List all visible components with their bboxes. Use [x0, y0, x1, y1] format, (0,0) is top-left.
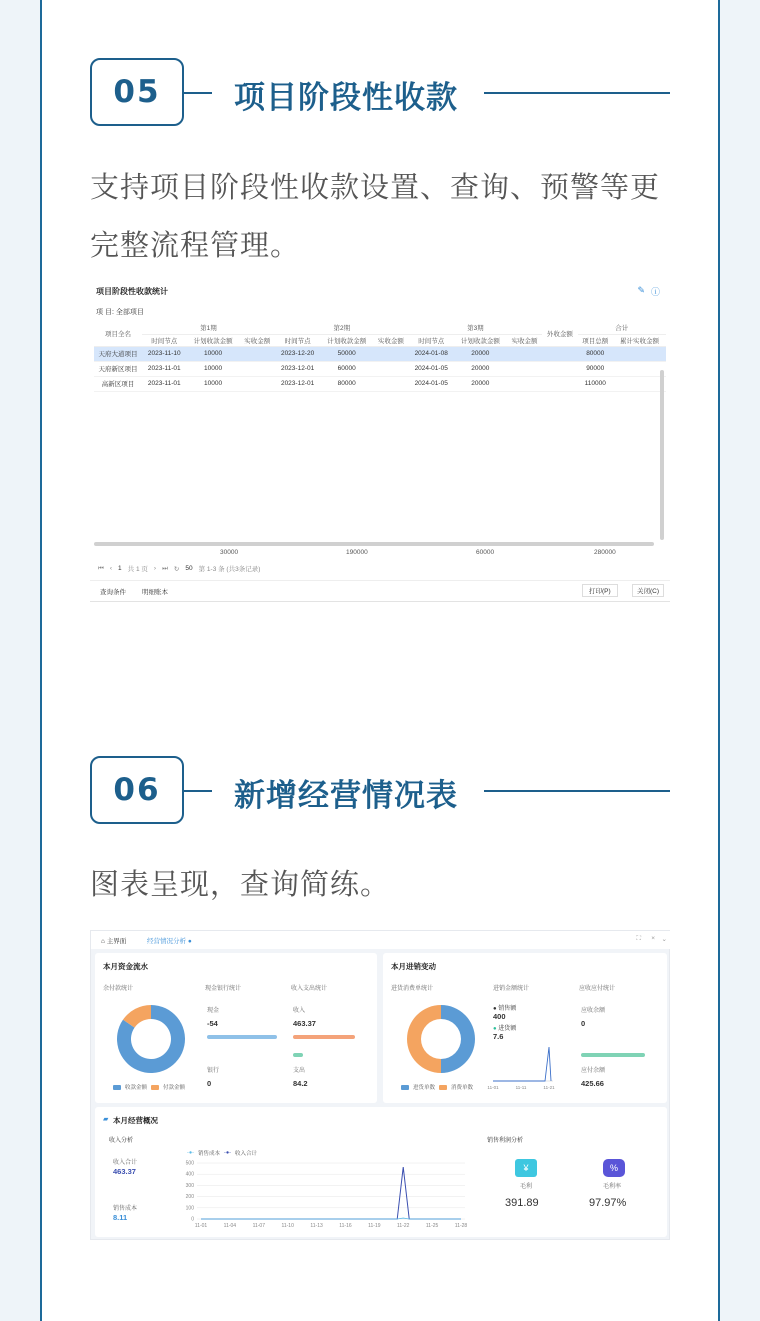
- inout-label: 收入支出统计: [291, 986, 328, 992]
- sub-header: 实收金额: [373, 334, 408, 346]
- x-tick-label: 11-01: [487, 1085, 499, 1090]
- cell-other: [542, 361, 577, 376]
- tab-home[interactable]: [101, 936, 126, 945]
- home-icon: ⌂: [101, 938, 107, 945]
- section-06-header: [90, 756, 670, 826]
- donut-slice: [441, 1005, 475, 1073]
- legend-marker: -●-: [224, 1150, 232, 1156]
- card-title: 本月经营概况: [113, 1116, 158, 1125]
- tab-business[interactable]: [147, 936, 192, 945]
- cell-total: 110000: [578, 376, 613, 391]
- y-tick-label: 100: [185, 1205, 194, 1212]
- amount-label: 进销金额统计: [493, 986, 530, 992]
- cell-planned: 20000: [454, 346, 507, 361]
- cash-label: 现金: [207, 1008, 220, 1014]
- income-value: 463.37: [293, 1019, 316, 1028]
- cell-planned: 10000: [187, 376, 240, 391]
- section-title: 项目阶段性收款: [234, 80, 458, 116]
- donut-slice: [407, 1005, 441, 1073]
- sub-header: 计划收款金额: [454, 334, 507, 346]
- cell-actual: [507, 361, 542, 376]
- income-total-label: 收入合计: [113, 1160, 138, 1166]
- x-tick-label: 11-28: [454, 1223, 468, 1229]
- cell-date: 2024-01-08: [409, 346, 454, 361]
- legend-label: 销售成本: [198, 1151, 221, 1157]
- cell-date: 2024-01-05: [409, 376, 454, 391]
- y-tick-label: 500: [185, 1160, 194, 1167]
- sales-legend: ● 销售额: [493, 1006, 517, 1012]
- sales-cost-label: 销售成本: [113, 1206, 138, 1212]
- profit-value: 391.89: [505, 1197, 539, 1209]
- ar-ap-label: 应收应付统计: [579, 986, 616, 992]
- cell-actual: [240, 376, 275, 391]
- tab-bar: [91, 931, 671, 949]
- last-page-icon[interactable]: ⏭: [162, 564, 168, 572]
- cell-date: 2023-11-01: [142, 361, 187, 376]
- total-cell: 190000: [346, 549, 368, 556]
- x-tick-label: 11-10: [281, 1223, 294, 1229]
- legend-swatch: [151, 1085, 159, 1090]
- cell-planned: 20000: [454, 361, 507, 376]
- sales-legend-label: 销售额: [498, 1006, 517, 1012]
- section-number: 06: [90, 756, 184, 824]
- legend-marker: -●-: [187, 1150, 194, 1156]
- page-count: 共 1 页: [127, 566, 148, 573]
- legend-swatch: [439, 1085, 447, 1090]
- income-total-value: 463.37: [113, 1167, 136, 1176]
- chart-icon: ▰: [103, 1116, 109, 1123]
- legend-label: 收款金额: [125, 1085, 148, 1091]
- bank-value: 0: [207, 1079, 212, 1088]
- cell-other: [542, 346, 577, 361]
- total-cell: 280000: [594, 549, 616, 556]
- business-report-screenshot: [90, 930, 670, 1240]
- legend-swatch: [401, 1085, 409, 1090]
- help-icon[interactable]: ⓘ: [650, 287, 660, 297]
- x-tick-label: 11-21: [543, 1085, 555, 1090]
- cell-project: 高新区项目: [94, 376, 142, 391]
- sub-header: 时间节点: [409, 334, 454, 346]
- cell-planned: 10000: [187, 346, 240, 361]
- print-design-button[interactable]: 明细账本: [142, 589, 168, 596]
- cell-actual: [240, 361, 275, 376]
- sub-header: 计划收款金额: [187, 334, 240, 346]
- total-cell: 30000: [220, 549, 239, 556]
- cell-planned: 60000: [320, 361, 373, 376]
- card-title: 本月进销变动: [391, 962, 436, 971]
- x-tick-label: 11-04: [223, 1223, 237, 1229]
- income-series-line: [201, 1167, 461, 1219]
- cell-total: 80000: [578, 346, 613, 361]
- profit-analysis-label: 销售利润分析: [487, 1138, 524, 1144]
- donut-label: 余付款统计: [103, 986, 134, 992]
- cell-cumulative: [613, 361, 666, 376]
- table-row[interactable]: [94, 346, 666, 361]
- yuan-icon: ¥: [515, 1159, 537, 1177]
- x-tick-label: 11-22: [397, 1223, 410, 1229]
- cell-date: 2023-12-20: [275, 346, 320, 361]
- margin-value: 97.97%: [589, 1197, 627, 1209]
- cell-project: 天府大道项目: [94, 346, 142, 361]
- receivable-value: 0: [581, 1019, 586, 1028]
- legend-label: 消费单数: [451, 1085, 474, 1091]
- col-project: 项目全名: [94, 322, 142, 346]
- chart-legend: [401, 1083, 473, 1091]
- expense-label: 支出: [293, 1068, 306, 1074]
- bank-label: 银行: [207, 1068, 220, 1074]
- income-line-chart: [175, 1159, 475, 1231]
- funds-donut-chart: [115, 1003, 187, 1075]
- sales-cost-value: 8.11: [113, 1213, 128, 1222]
- x-tick-label: 11-19: [368, 1223, 381, 1229]
- legend-label: 进货单数: [413, 1085, 436, 1091]
- section-05-header: [90, 58, 670, 128]
- section-description: 支持项目阶段性收款设置、查询、预警等更完整流程管理。: [90, 170, 661, 262]
- purchase-legend-label: 进货额: [498, 1026, 517, 1032]
- sub-header: 时间节点: [275, 334, 320, 346]
- cell-actual: [373, 346, 408, 361]
- cell-actual: [507, 376, 542, 391]
- header-lead-line: [184, 92, 212, 94]
- sales-line-chart: [487, 1045, 555, 1091]
- section-number: 05: [90, 58, 184, 126]
- legend-label: 付款金额: [163, 1085, 186, 1091]
- tab-business-label: 经营情况分析: [147, 938, 186, 945]
- first-page-icon[interactable]: ⏮: [98, 564, 104, 572]
- cell-other: [542, 376, 577, 391]
- section-description: 图表呈现，查询简练。: [90, 867, 391, 901]
- overview-card: [95, 1107, 667, 1237]
- total-cell: 60000: [476, 549, 495, 556]
- payable-bar: [581, 1053, 645, 1057]
- chevron-down-icon[interactable]: ⌄: [661, 936, 667, 943]
- x-tick-label: 11-11: [515, 1085, 527, 1090]
- stage-payment-screenshot: [90, 280, 670, 602]
- query-button[interactable]: 查询条件: [100, 589, 126, 596]
- x-tick-label: 11-13: [310, 1223, 323, 1229]
- per-page[interactable]: 50: [185, 565, 193, 572]
- percent-icon: %: [603, 1159, 625, 1177]
- cell-cumulative: [613, 346, 666, 361]
- x-tick-label: 11-25: [425, 1223, 439, 1229]
- funds-card: [95, 953, 377, 1103]
- cell-planned: 50000: [320, 346, 373, 361]
- payment-table: [94, 322, 666, 392]
- receivable-label: 应收余额: [581, 1008, 606, 1014]
- fullscreen-icon[interactable]: ⛶: [636, 935, 641, 942]
- sales-card: [383, 953, 667, 1103]
- next-page-icon[interactable]: ›: [153, 565, 157, 572]
- footer-bar: [90, 580, 670, 602]
- y-tick-label: 400: [185, 1171, 194, 1178]
- sub-header: 计划收款金额: [320, 334, 373, 346]
- card-title: 本月资金流水: [103, 962, 148, 971]
- cell-date: 2024-01-05: [409, 361, 454, 376]
- page-number[interactable]: 1: [118, 565, 122, 572]
- chart-legend: [187, 1149, 257, 1157]
- close-icon[interactable]: ×: [651, 935, 655, 942]
- sub-header: 项目总额: [578, 334, 613, 346]
- sales-value: 400: [493, 1012, 506, 1021]
- cell-planned: 10000: [187, 361, 240, 376]
- cell-total: 90000: [578, 361, 613, 376]
- sales-donut-chart: [405, 1003, 477, 1075]
- payable-value: 425.66: [581, 1079, 604, 1088]
- horizontal-scrollbar[interactable]: [94, 542, 654, 546]
- chart-legend: [113, 1083, 185, 1091]
- prev-page-icon[interactable]: ‹: [109, 565, 113, 572]
- cell-actual: [373, 376, 408, 391]
- income-analysis-label: 收入分析: [109, 1138, 134, 1144]
- project-filter[interactable]: 项 目: 全部项目: [96, 309, 144, 316]
- x-tick-label: 11-07: [252, 1223, 265, 1229]
- x-tick-label: 11-01: [194, 1223, 208, 1229]
- y-tick-label: 300: [185, 1182, 194, 1189]
- sub-header: 实收金额: [507, 334, 542, 346]
- cell-date: 2023-11-01: [142, 376, 187, 391]
- vertical-scrollbar[interactable]: [660, 370, 664, 540]
- group-header: 第3期: [409, 322, 543, 334]
- expense-bar: [293, 1053, 303, 1057]
- group-header: 第1期: [142, 322, 275, 334]
- close-tab-icon[interactable]: ●: [187, 938, 192, 945]
- cell-date: 2023-11-10: [142, 346, 187, 361]
- cell-actual: [240, 346, 275, 361]
- cell-cumulative: [613, 376, 666, 391]
- header-tail-line: [484, 790, 670, 792]
- cash-bank-label: 现金银行统计: [205, 986, 242, 992]
- cell-project: 天府新区项目: [94, 361, 142, 376]
- table-row[interactable]: [94, 361, 666, 376]
- refresh-icon[interactable]: ↻: [173, 565, 180, 573]
- header-tail-line: [484, 92, 670, 94]
- legend-swatch: [113, 1085, 121, 1090]
- cell-date: 2023-12-01: [275, 376, 320, 391]
- sub-header: 累计实收金额: [613, 334, 666, 346]
- cell-planned: 80000: [320, 376, 373, 391]
- y-tick-label: 0: [191, 1216, 194, 1223]
- y-tick-label: 200: [185, 1194, 194, 1201]
- profit-label: 毛利: [520, 1184, 533, 1190]
- income-bar: [293, 1035, 355, 1039]
- income-label: 收入: [293, 1008, 306, 1014]
- record-summary: 第 1-3 条 (共3条记录): [198, 566, 261, 573]
- group-header: 合计: [578, 322, 666, 334]
- donut-label: 进货消费单统计: [391, 986, 434, 992]
- purchase-value: 7.6: [493, 1032, 504, 1041]
- group-header: 第2期: [275, 322, 409, 334]
- close-button[interactable]: 关闭(C): [632, 584, 664, 597]
- section-title: 新增经营情况表: [234, 778, 458, 814]
- sales-series-line: [493, 1047, 551, 1081]
- print-button[interactable]: 打印(P): [582, 584, 618, 597]
- payable-label: 应付余额: [581, 1068, 606, 1074]
- purchase-legend: ● 进货额: [493, 1026, 517, 1032]
- table-row[interactable]: [94, 376, 666, 391]
- cell-planned: 20000: [454, 376, 507, 391]
- sub-header: 实收金额: [240, 334, 275, 346]
- expense-value: 84.2: [293, 1079, 308, 1088]
- sub-header: 时间节点: [142, 334, 187, 346]
- tab-home-label: 主界面: [106, 938, 127, 945]
- margin-label: 毛利率: [603, 1184, 622, 1190]
- pagination: [98, 564, 260, 573]
- cash-value: -54: [207, 1019, 218, 1028]
- cell-date: 2023-12-01: [275, 361, 320, 376]
- header-lead-line: [184, 790, 212, 792]
- cell-actual: [373, 361, 408, 376]
- x-tick-label: 11-16: [339, 1223, 352, 1229]
- report-title: 项目阶段性收款统计: [96, 287, 168, 296]
- col-other: 外收金额: [542, 322, 577, 346]
- edit-icon[interactable]: ✎: [637, 285, 645, 295]
- cash-bar: [207, 1035, 277, 1039]
- cell-actual: [507, 346, 542, 361]
- legend-label: 收入合计: [235, 1151, 258, 1157]
